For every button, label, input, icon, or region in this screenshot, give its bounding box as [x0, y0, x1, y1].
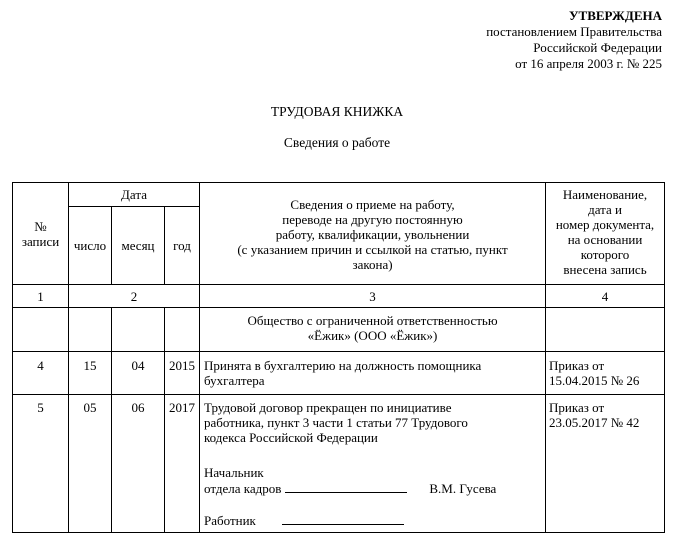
org-row-month	[112, 308, 165, 352]
signature-line-worker: Работник	[204, 512, 542, 528]
table-row	[13, 395, 665, 533]
record-month: 04	[112, 352, 165, 395]
header-month: месяц	[112, 207, 165, 285]
approval-line-2: Российской Федерации	[533, 40, 662, 55]
approval-line-1: постановлением Правительства	[486, 24, 662, 39]
record-basis: Приказ от 15.04.2015 № 26	[546, 352, 665, 395]
approval-line-3: от 16 апреля 2003 г. № 225	[515, 56, 662, 71]
record-day: 15	[69, 352, 112, 395]
record-year: 2015	[165, 352, 200, 395]
hr-signature-line	[285, 480, 407, 493]
record-year: 2017	[165, 395, 200, 533]
record-month: 06	[112, 395, 165, 533]
header-date: Дата	[69, 183, 200, 207]
organization-name: Общество с ограниченной ответственностью «Ёжик» (ООО «Ёжик»)	[200, 308, 546, 352]
record-no: 4	[13, 352, 69, 395]
document-title: ТРУДОВАЯ КНИЖКА	[270, 104, 404, 119]
org-row-no	[13, 308, 69, 352]
header-day: число	[69, 207, 112, 285]
document-subtitle: Сведения о работе	[283, 135, 391, 150]
signature-position: Начальник	[204, 465, 264, 480]
signature-line-hr: отдела кадров В.М. Гусева	[204, 481, 497, 496]
approval-title: УТВЕРЖДЕНА	[568, 8, 662, 23]
header-basis: Наименование, дата и номер документа, на основании которого внесена запись	[546, 183, 665, 285]
org-row-year	[165, 308, 200, 352]
table-row	[13, 352, 665, 395]
header-info: Сведения о приеме на работу, переводе на другую постоянную работу, квалификации, увольнении (с указанием причин и ссылкой на статью, пункт закона)	[200, 183, 546, 285]
record-no: 5	[13, 395, 69, 533]
header-year: год	[165, 207, 200, 285]
record-text: Трудовой договор прекращен по инициативе работника, пункт 3 части 1 статьи 77 Трудового кодекса Российской Федерации Начальник отдела кадров В.М. Гусева Работник	[200, 395, 546, 533]
record-day: 05	[69, 395, 112, 533]
org-row-basis	[546, 308, 665, 352]
record-text: Принята в бухгалтерию на должность помощника бухгалтера	[200, 352, 546, 395]
approval-block	[486, 8, 662, 72]
org-row-day	[69, 308, 112, 352]
signer-name: В.М. Гусева	[429, 481, 497, 496]
col-number-2: 2	[69, 285, 200, 308]
col-number-1: 1	[13, 285, 69, 308]
work-record-table	[12, 182, 665, 533]
worker-signature-line	[282, 512, 404, 525]
col-number-4: 4	[546, 285, 665, 308]
record-basis: Приказ от 23.05.2017 № 42	[546, 395, 665, 533]
col-number-3: 3	[200, 285, 546, 308]
header-record-no: № записи	[13, 183, 69, 285]
